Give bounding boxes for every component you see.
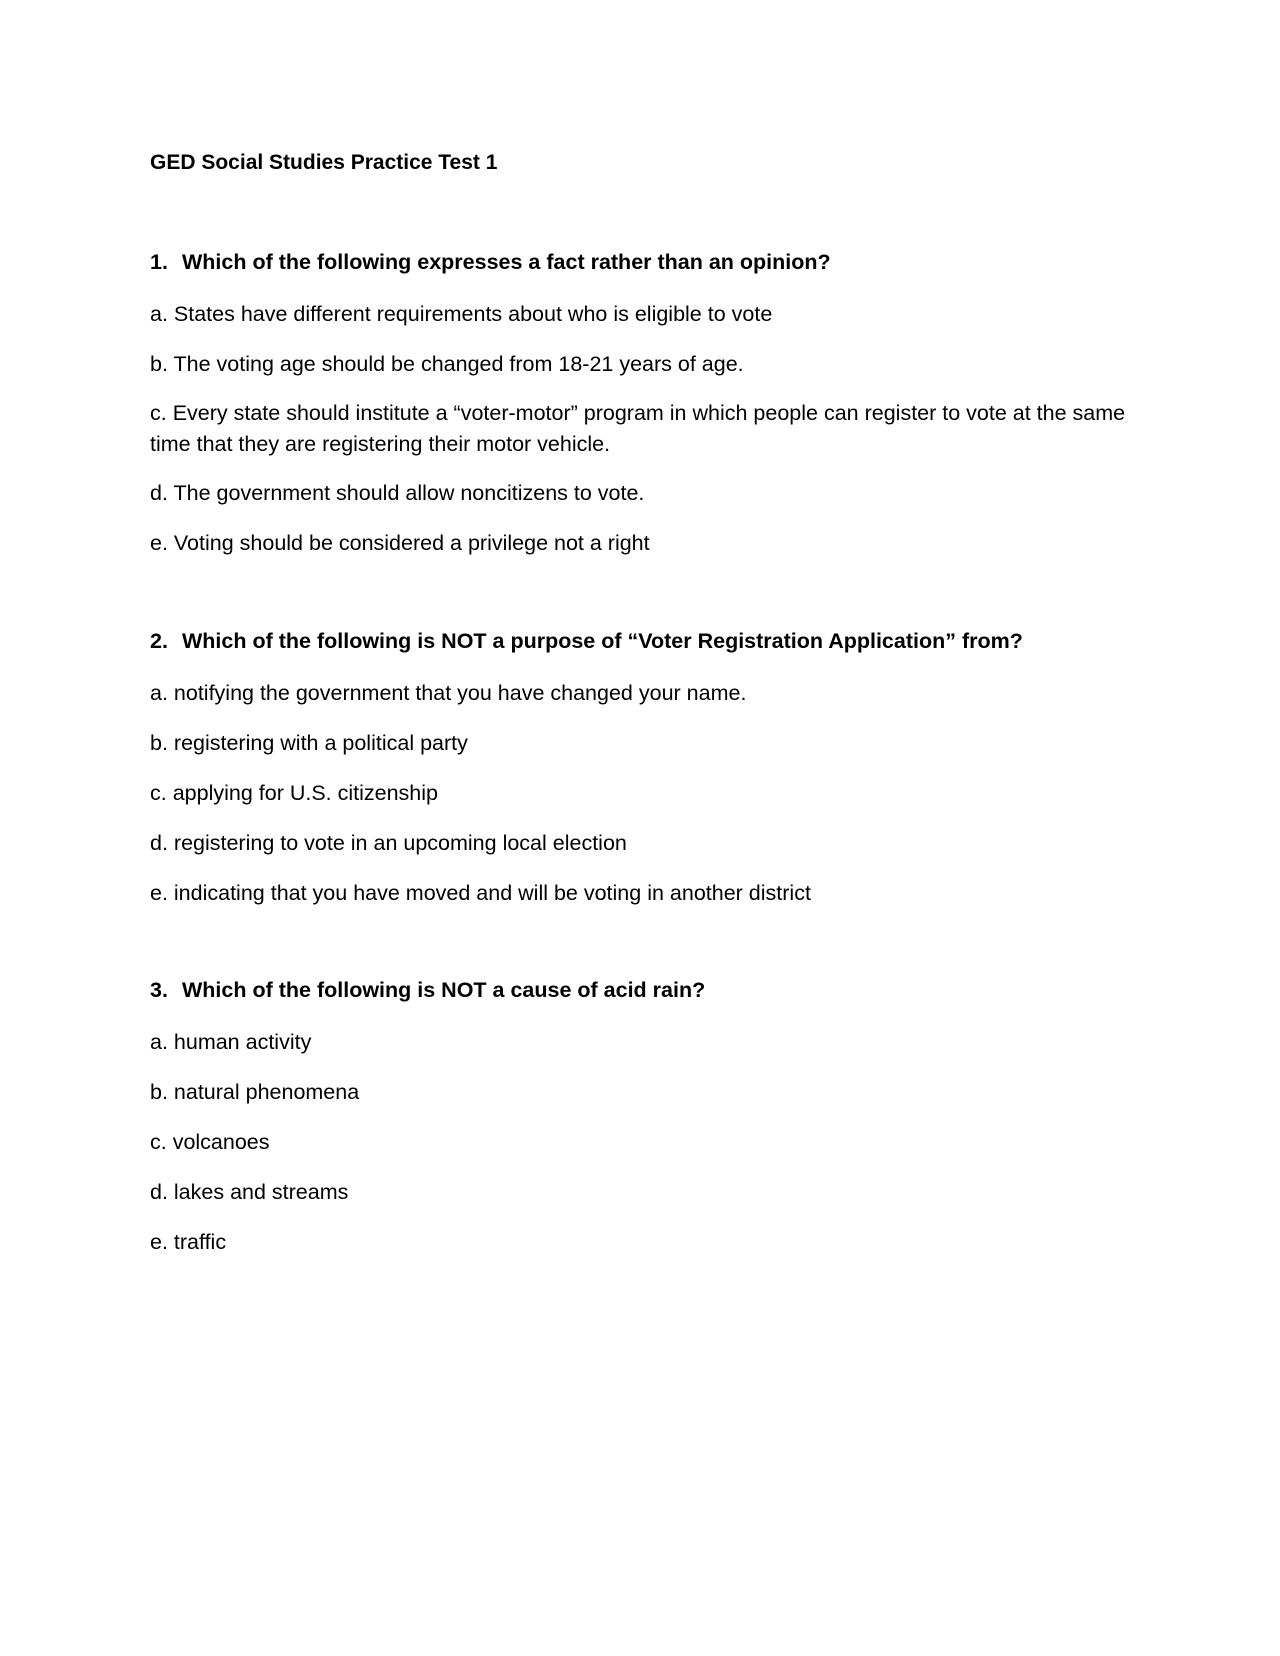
answer-option-a: a. States have different requirements about who is eligible to vote bbox=[150, 302, 773, 326]
answer-option-c: c. volcanoes bbox=[150, 1130, 270, 1154]
question-heading bbox=[150, 976, 1130, 1004]
answer-option-c: c. applying for U.S. citizenship bbox=[150, 781, 438, 805]
answer-option-d: d. registering to vote in an upcoming local election bbox=[150, 831, 627, 855]
question-heading bbox=[150, 627, 1130, 655]
answer-option-e: e. traffic bbox=[150, 1230, 227, 1254]
question-number: 1. bbox=[150, 250, 168, 274]
question-3 bbox=[150, 976, 1130, 1276]
question-1 bbox=[150, 248, 1130, 577]
answer-option-b: b. The voting age should be changed from 18-21 years of age. bbox=[150, 352, 744, 376]
answer-option-e: e. Voting should be considered a privilege not a right bbox=[150, 531, 650, 555]
answer-option-a: a. human activity bbox=[150, 1030, 312, 1054]
question-heading bbox=[150, 248, 1130, 276]
answer-option-b: b. natural phenomena bbox=[150, 1080, 360, 1104]
question-text: Which of the following expresses a fact rather than an opinion? bbox=[182, 250, 831, 274]
question-text: Which of the following is NOT a cause of acid rain? bbox=[182, 978, 706, 1002]
answer-option-b: b. registering with a political party bbox=[150, 731, 468, 755]
answer-option-e: e. indicating that you have moved and will be voting in another district bbox=[150, 881, 811, 905]
answer-option-d: d. The government should allow noncitizens to vote. bbox=[150, 481, 645, 505]
answer-option-d: d. lakes and streams bbox=[150, 1180, 349, 1204]
question-number: 3. bbox=[150, 978, 168, 1002]
question-text: Which of the following is NOT a purpose of “Voter Registration Application” from? bbox=[182, 629, 1023, 653]
answer-option-c: c. Every state should institute a “voter-motor” program in which people can register to vote at the same time that they are registering their motor vehicle. bbox=[150, 401, 1126, 456]
question-number: 2. bbox=[150, 629, 168, 653]
answer-option-a: a. notifying the government that you have changed your name. bbox=[150, 681, 747, 705]
page-title: GED Social Studies Practice Test 1 bbox=[150, 151, 498, 174]
question-2 bbox=[150, 627, 1130, 927]
